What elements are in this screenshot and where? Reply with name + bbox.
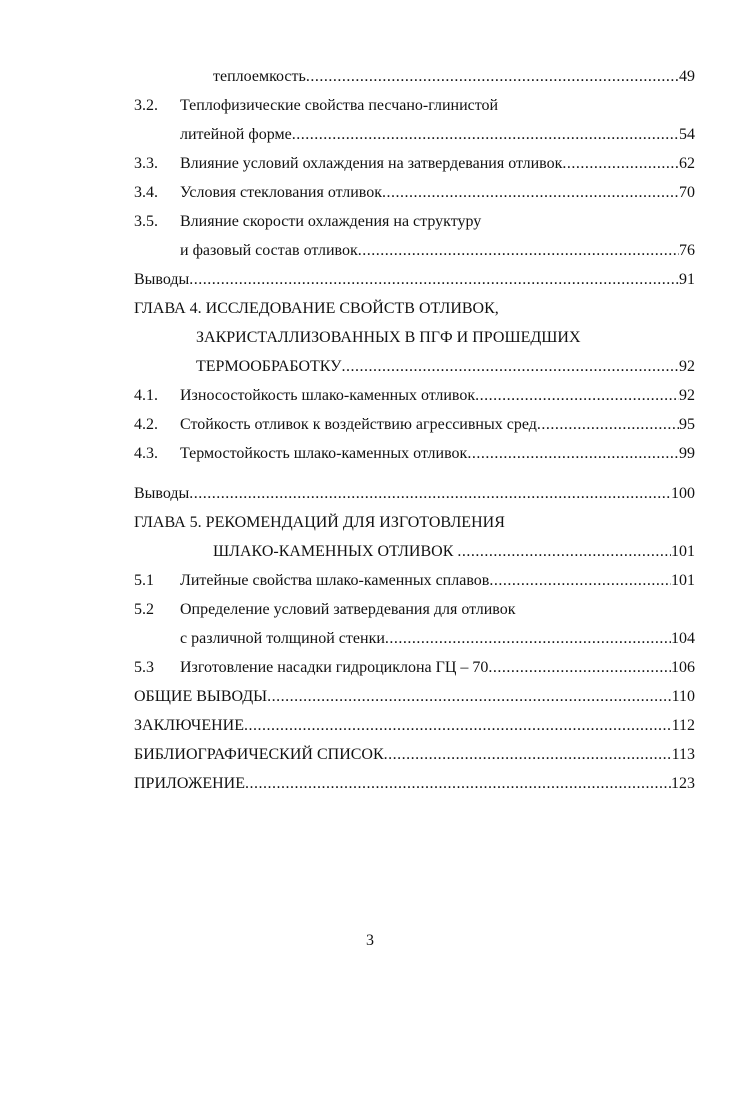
toc-page: 101	[671, 543, 695, 560]
toc-title: БИБЛИОГРАФИЧЕСКИЙ СПИСОК	[134, 746, 384, 763]
toc-page: 62	[679, 155, 695, 172]
toc-title: Стойкость отливок к воздействию агрессивных сред	[180, 416, 537, 433]
toc-title: Износостойкость шлако-каменных отливок	[180, 387, 476, 404]
toc-title: Термостойкость шлако-каменных отливок	[180, 445, 468, 462]
toc-number: 4.1.	[134, 387, 158, 404]
toc-title: Теплофизические свойства песчано-глинистой	[180, 97, 499, 114]
toc-number: 3.3.	[134, 155, 158, 172]
toc-page: 95	[679, 416, 695, 433]
toc-number: 3.5.	[134, 213, 158, 230]
toc-page: 91	[679, 271, 695, 288]
toc-number: 5.2	[134, 601, 154, 618]
toc-title: Определение условий затвердевания для отливок	[180, 601, 516, 618]
toc-number: 3.2.	[134, 97, 158, 114]
toc-title: Влияние условий охлаждения на затвердевания отливок	[180, 155, 563, 172]
toc-number: 4.2.	[134, 416, 158, 433]
toc-page: 110	[671, 688, 695, 705]
toc-page: 76	[679, 242, 695, 259]
toc-page: 101	[671, 572, 695, 589]
toc-title: ОБЩИЕ ВЫВОДЫ	[134, 688, 268, 705]
toc-title: Выводы	[134, 485, 190, 502]
toc-page: 100	[671, 485, 695, 502]
toc-title: ГЛАВА 4. ИССЛЕДОВАНИЕ СВОЙСТВ ОТЛИВОК,	[134, 300, 499, 317]
toc-page: 104	[671, 630, 695, 647]
toc-title: с различной толщиной стенки	[180, 630, 385, 647]
toc-page: 70	[679, 184, 695, 201]
toc-title: Выводы	[134, 271, 190, 288]
toc-title: ШЛАКО-КАМЕННЫХ ОТЛИВОК	[213, 543, 458, 560]
toc-title: ГЛАВА 5. РЕКОМЕНДАЦИЙ ДЛЯ ИЗГОТОВЛЕНИЯ	[134, 514, 505, 531]
toc-title: Изготовление насадки гидроциклона ГЦ – 70	[180, 659, 489, 676]
page-number: 3	[366, 932, 374, 949]
toc-title: ЗАКРИСТАЛЛИЗОВАННЫХ В ПГФ И ПРОШЕДШИХ	[196, 329, 581, 346]
toc-page: 106	[671, 659, 695, 676]
toc-page: 92	[679, 387, 695, 404]
toc-title: ТЕРМООБРАБОТКУ	[196, 358, 342, 375]
toc-title: литейной форме	[180, 126, 292, 143]
toc-number: 5.3	[134, 659, 154, 676]
toc-number: 3.4.	[134, 184, 158, 201]
toc-page: 113	[671, 746, 695, 763]
toc-page: 112	[671, 717, 695, 734]
toc-title: Литейные свойства шлако-каменных сплавов	[180, 572, 490, 589]
toc-title: теплоемкость	[213, 68, 306, 85]
toc-page: 99	[679, 445, 695, 462]
toc-title: и фазовый состав отливок	[180, 242, 358, 259]
toc-page: 49	[679, 68, 695, 85]
toc-title: Условия стеклования отливок	[180, 184, 382, 201]
toc-title: Влияние скорости охлаждения на структуру	[180, 213, 482, 230]
toc-title: ЗАКЛЮЧЕНИЕ	[134, 717, 244, 734]
toc-page: 123	[671, 775, 695, 792]
toc-page: 92	[679, 358, 695, 375]
toc-number: 5.1	[134, 572, 154, 589]
toc-number: 4.3.	[134, 445, 158, 462]
toc-page: 54	[679, 126, 695, 143]
toc-title: ПРИЛОЖЕНИЕ	[134, 775, 246, 792]
